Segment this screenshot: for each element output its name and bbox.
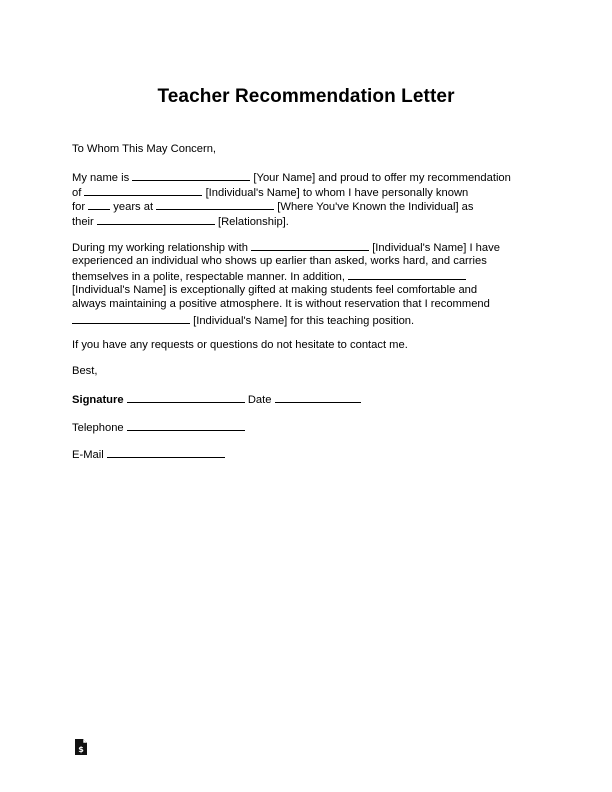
text: themselves in a polite, respectable manner. In addition, xyxy=(72,271,346,283)
paragraph-2-line-2: experienced an individual who shows up earlier than asked, works hard, and carries xyxy=(72,254,487,267)
document-logo-icon xyxy=(74,738,88,756)
text: [Where You've Known the Individual] as xyxy=(277,201,474,213)
paragraph-2-line-5: always maintaining a positive atmosphere. It is without reservation that I recommend xyxy=(72,298,490,310)
email-label: E-Mail xyxy=(72,449,104,461)
individual-name-blank[interactable] xyxy=(72,312,190,324)
telephone-field[interactable] xyxy=(127,419,245,431)
text: their xyxy=(72,215,94,228)
paragraph-2-line-6 xyxy=(72,312,414,329)
where-known-blank[interactable] xyxy=(156,198,274,210)
svg-text:$: $ xyxy=(78,745,84,754)
individual-name-blank[interactable] xyxy=(84,184,202,196)
text: [Your Name] and proud to offer my recommendation xyxy=(253,172,511,184)
date-field[interactable] xyxy=(275,391,361,403)
document-title: Teacher Recommendation Letter xyxy=(157,86,455,107)
text: [Individual's Name] for this teaching position. xyxy=(193,314,415,327)
text: [Relationship]. xyxy=(217,215,289,228)
your-name-blank[interactable] xyxy=(132,169,250,181)
years-blank[interactable] xyxy=(88,198,110,210)
telephone-label: Telephone xyxy=(72,422,124,434)
individual-name-blank[interactable] xyxy=(348,268,466,280)
text: years at xyxy=(113,201,154,213)
paragraph-1-line-4 xyxy=(72,213,289,230)
paragraph-3: If you have any requests or questions do not hesitate to contact me. xyxy=(72,339,408,351)
text: [Individual's Name] I have xyxy=(372,242,500,254)
text: of xyxy=(72,186,82,199)
text: My name is xyxy=(72,172,130,184)
relationship-blank[interactable] xyxy=(97,213,215,225)
salutation: To Whom This May Concern, xyxy=(72,143,217,155)
text: [Individual's Name] to whom I have personally known xyxy=(205,186,469,199)
text: During my working relationship with xyxy=(72,242,248,254)
text: for xyxy=(72,201,86,213)
signature-label: Signature xyxy=(72,394,124,406)
date-label: Date xyxy=(247,394,272,406)
paragraph-2-line-4: [Individual's Name] is exceptionally gifted at making students feel comfortable and xyxy=(72,283,478,296)
email-row xyxy=(72,446,225,463)
telephone-row xyxy=(72,419,245,436)
signature-row xyxy=(72,391,361,408)
individual-name-blank[interactable] xyxy=(251,239,369,251)
closing: Best, xyxy=(72,365,98,377)
signature-field[interactable] xyxy=(127,391,245,403)
email-field[interactable] xyxy=(107,446,225,458)
